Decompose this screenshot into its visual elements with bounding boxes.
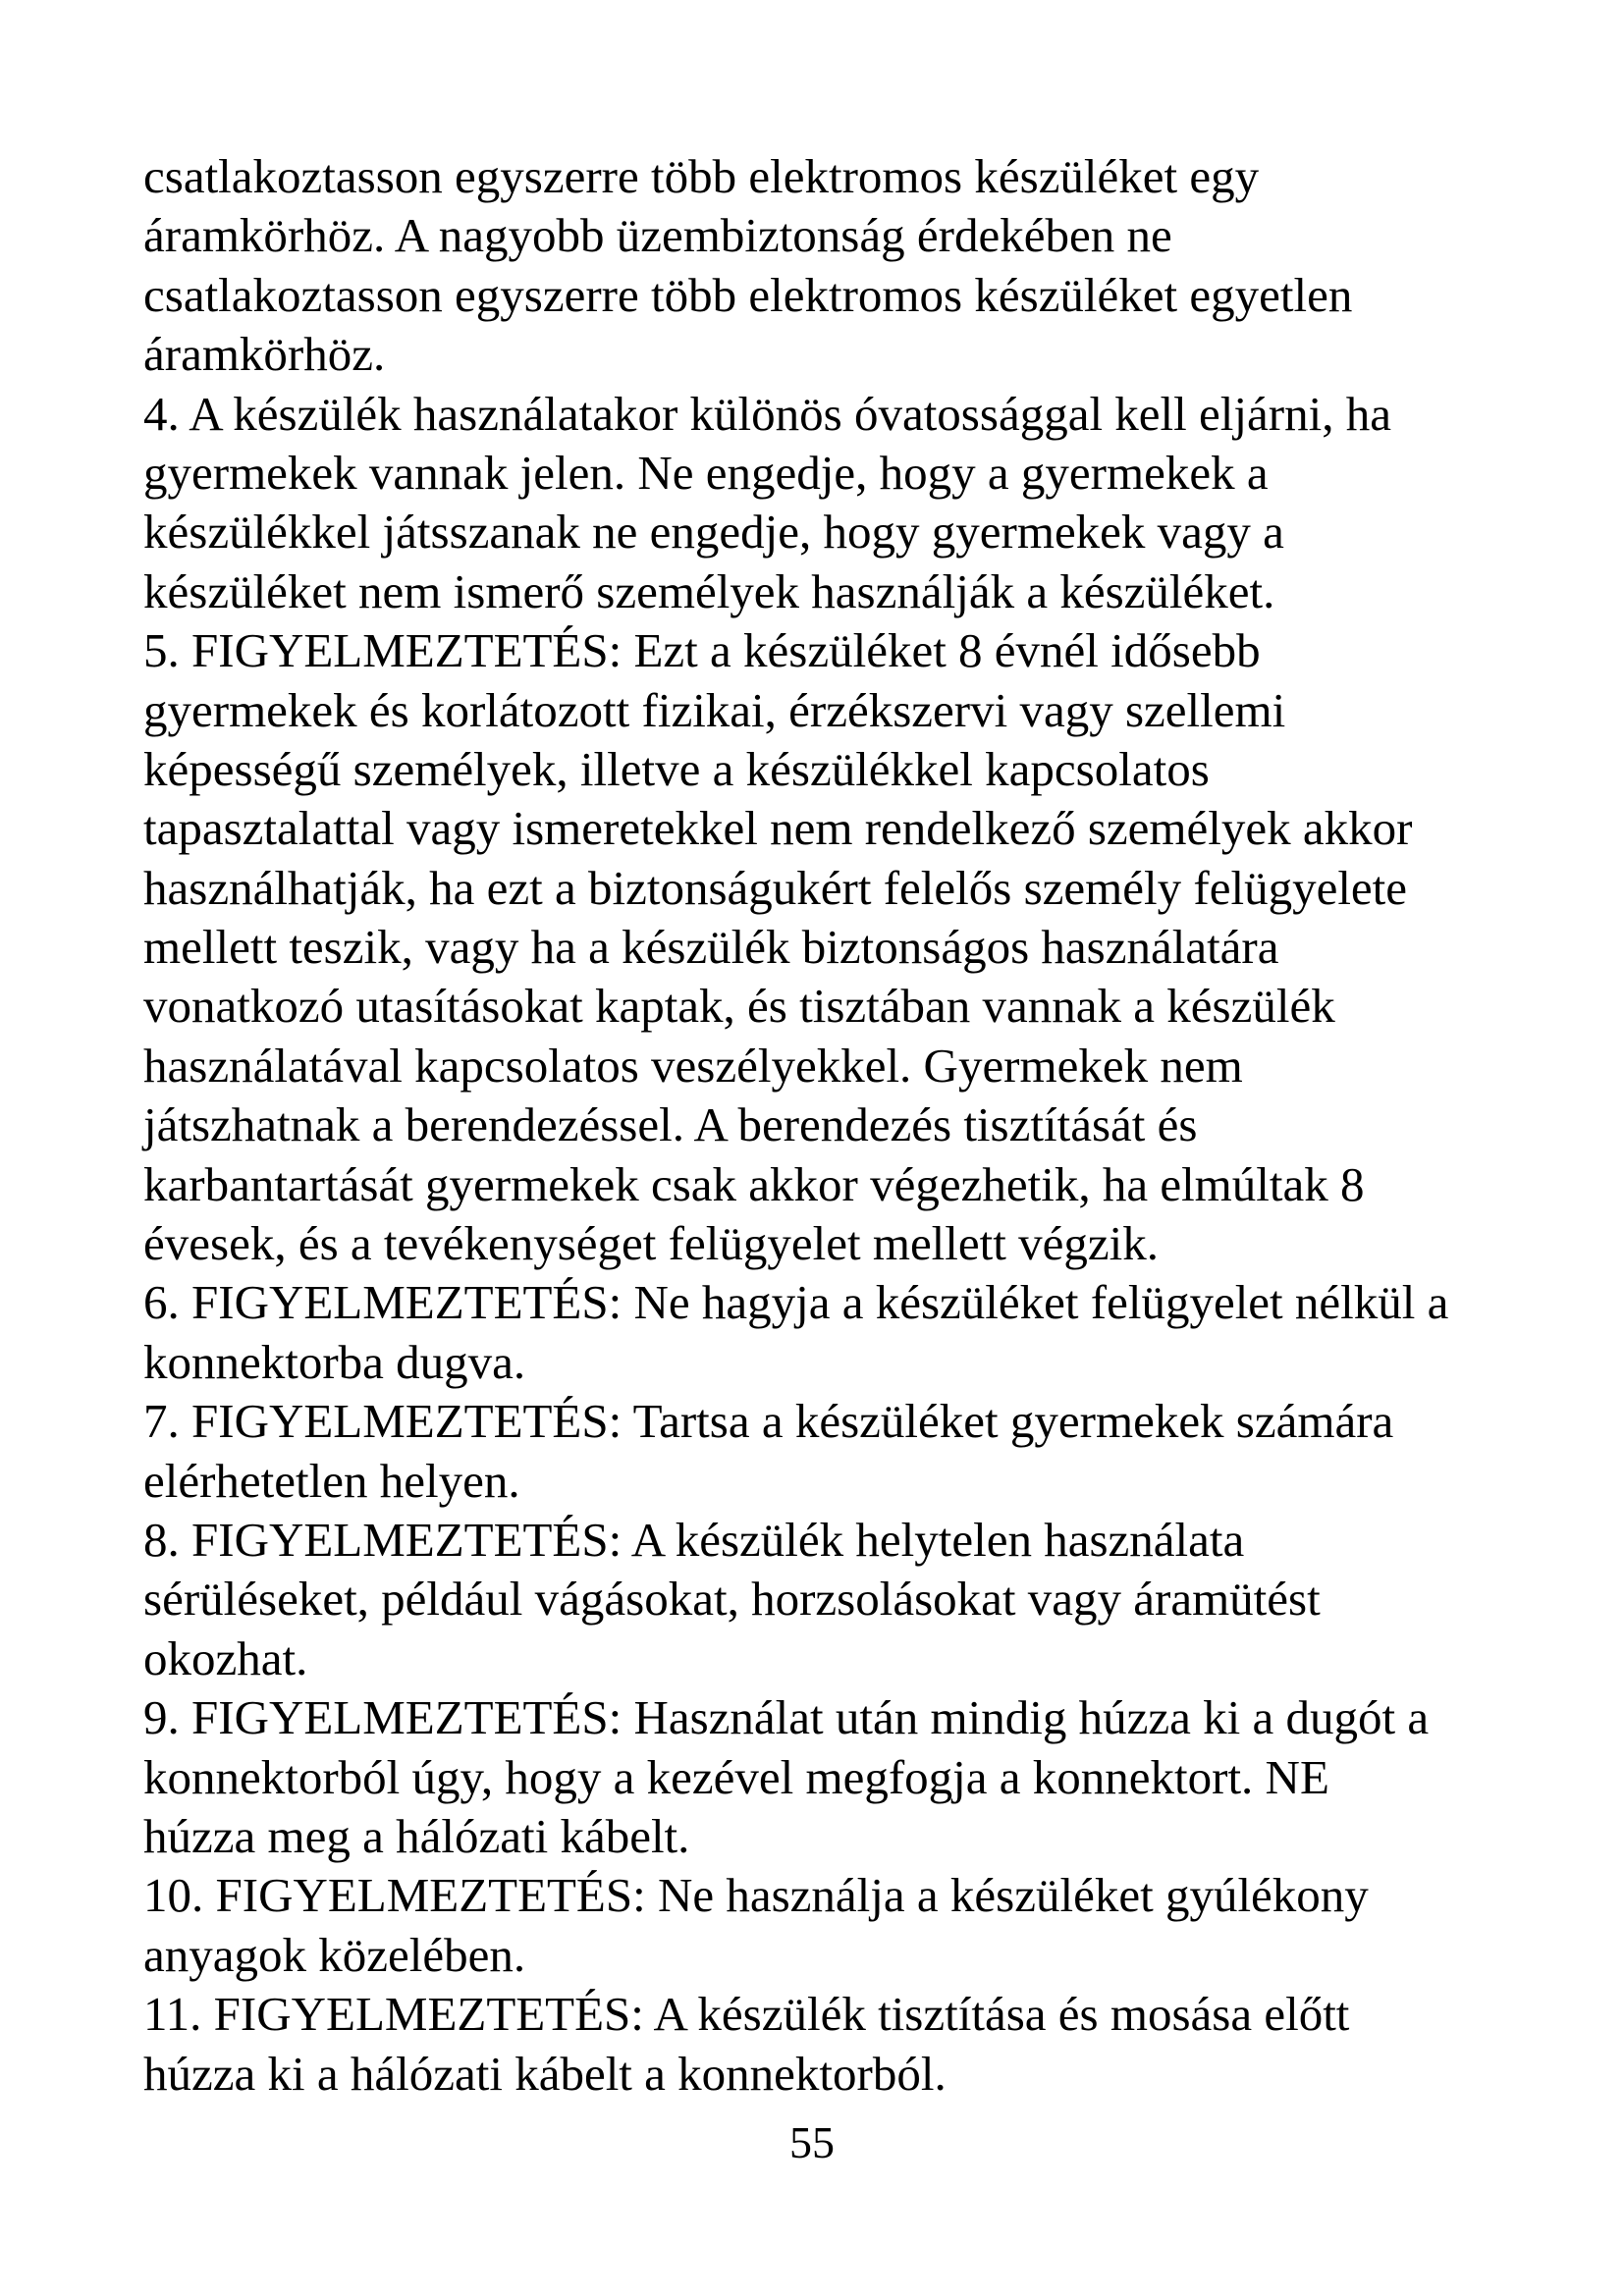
text-line: 4. A készülék használatakor különös óvatossággal kell eljárni, ha	[143, 386, 1391, 441]
text-line: okozhat.	[143, 1630, 308, 1685]
text-line: 6. FIGYELMEZTETÉS: Ne hagyja a készüléket felügyelet nélkül a	[143, 1275, 1449, 1330]
text-line: csatlakoztasson egyszerre több elektromos készüléket egyetlen	[143, 267, 1353, 322]
text-line: konnektorba dugva.	[143, 1334, 526, 1389]
text-line: csatlakoztasson egyszerre több elektromos készüléket egy	[143, 149, 1260, 203]
text-line: játszhatnak a berendezéssel. A berendezés tisztítását és	[143, 1097, 1198, 1152]
text-line: használhatják, ha ezt a biztonságukért felelős személy felügyelete	[143, 860, 1408, 915]
text-line: húzza meg a hálózati kábelt.	[143, 1808, 690, 1863]
text-line: készüléket nem ismerő személyek használják a készüléket.	[143, 563, 1275, 618]
text-line: áramkörhöz. A nagyobb üzembiztonság érdekében ne	[143, 208, 1172, 263]
text-line: 5. FIGYELMEZTETÉS: Ezt a készüléket 8 évnél idősebb	[143, 623, 1261, 678]
text-line: 9. FIGYELMEZTETÉS: Használat után mindig húzza ki a dugót a	[143, 1690, 1430, 1745]
text-line: tapasztalattal vagy ismeretekkel nem rendelkező személyek akkor	[143, 801, 1413, 856]
text-line: használatával kapcsolatos veszélyekkel. Gyermekek nem	[143, 1038, 1243, 1093]
text-line: sérüléseket, például vágásokat, horzsolásokat vagy áramütést	[143, 1572, 1321, 1627]
text-line: gyermekek vannak jelen. Ne engedje, hogy a gyermekek a	[143, 445, 1269, 500]
text-line: képességű személyek, illetve a készülékkel kapcsolatos	[143, 741, 1210, 796]
text-line: évesek, és a tevékenységet felügyelet mellett végzik.	[143, 1216, 1160, 1271]
document-body	[143, 147, 1538, 2104]
text-line: 7. FIGYELMEZTETÉS: Tartsa a készüléket gyermekek számára	[143, 1394, 1394, 1449]
text-line: mellett teszik, vagy ha a készülék biztonságos használatára	[143, 920, 1279, 975]
page-number: 55	[789, 2117, 835, 2167]
text-line: 11. FIGYELMEZTETÉS: A készülék tisztítása és mosása előtt	[143, 1987, 1350, 2042]
text-line: konnektorból úgy, hogy a kezével megfogja a konnektort. NE	[143, 1749, 1329, 1804]
text-line: anyagok közelében.	[143, 1927, 526, 1982]
text-line: áramkörhöz.	[143, 327, 386, 382]
text-line: elérhetetlen helyen.	[143, 1453, 520, 1508]
text-line: készülékkel játsszanak ne engedje, hogy gyermekek vagy a	[143, 505, 1284, 560]
text-line: vonatkozó utasításokat kaptak, és tisztában vannak a készülék	[143, 979, 1335, 1034]
text-line: gyermekek és korlátozott fizikai, érzékszervi vagy szellemi	[143, 682, 1286, 737]
text-line: karbantartását gyermekek csak akkor végezhetik, ha elmúltak 8	[143, 1156, 1365, 1211]
text-line: 8. FIGYELMEZTETÉS: A készülék helytelen használata	[143, 1512, 1245, 1567]
text-line: 10. FIGYELMEZTETÉS: Ne használja a készüléket gyúlékony	[143, 1868, 1369, 1923]
text-line: húzza ki a hálózati kábelt a konnektorból.	[143, 2046, 947, 2101]
